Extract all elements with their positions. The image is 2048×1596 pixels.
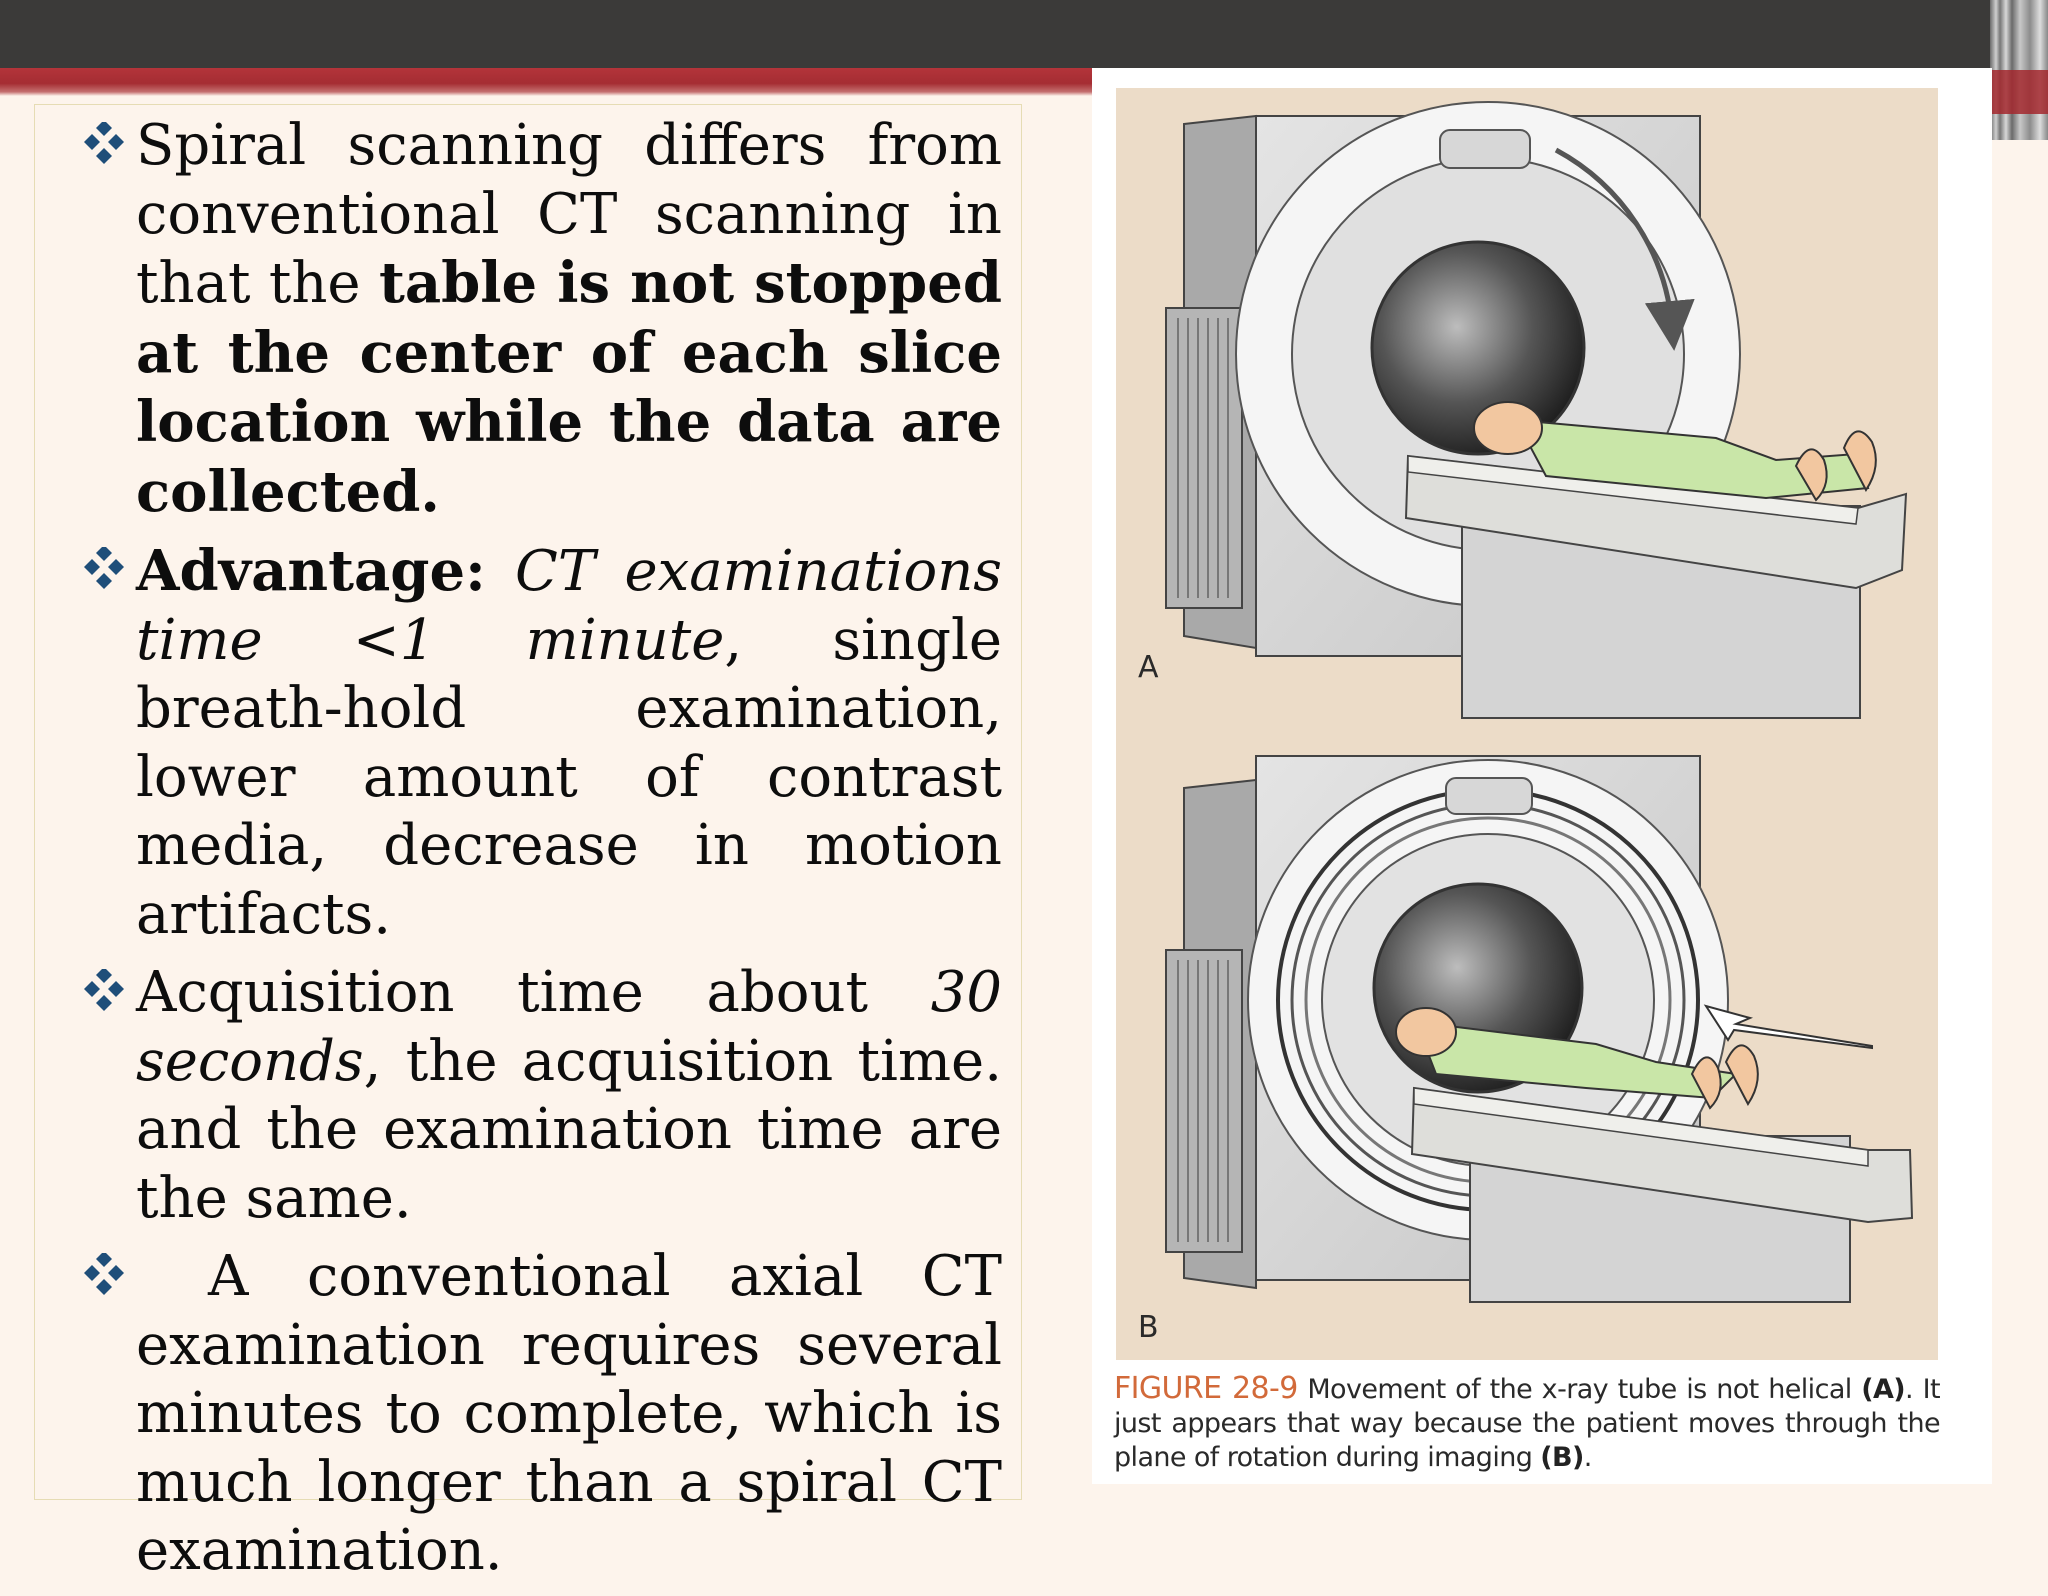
scanner-panel-b [1166,756,1912,1302]
bullet-text [136,1243,1002,1586]
bullet-item [80,112,1002,527]
bullet-text-run: Advantage: [136,538,486,604]
four-diamond-bullet-icon [82,969,126,1013]
bullet-text-run: , the acquisition time. and the examination time are the same. [136,1028,1002,1231]
bullet-text-run: Spiral scanning differs from conventional CT scanning in that the [136,113,1002,316]
bullet-text [136,112,1002,527]
caption-text-3: . [1583,1442,1592,1473]
bullet-text-run: A conventional axial CT examination requires several minutes to complete, which is much longer than a spiral CT examination. [136,1244,1002,1583]
figure-label-a: A [1138,650,1159,685]
bullet-item [80,1243,1002,1586]
bullet-text-run: CT examinations time <1 minute [136,539,1002,673]
caption-text-1: Movement of the x-ray tube is not helical [1297,1374,1862,1405]
bullet-item [80,959,1002,1233]
slide-corner-accent [1990,70,2048,114]
caption-text-2: . It just appears that way because the patient moves through the plane of rotation during imaging [1114,1374,1940,1473]
bullet-text-run: Acquisition time about [136,960,931,1025]
four-diamond-bullet-icon [82,1253,126,1297]
bullet-text-run: 30 seconds [136,960,1002,1094]
slide-accent-bar [0,68,1092,96]
bullet-item [80,537,1002,949]
four-diamond-bullet-icon [82,547,126,591]
bullet-text-run: , single breath-hold examination, lower amount of contrast media, decrease in motion artifacts. [136,607,1002,947]
caption-ref-b: (B) [1540,1442,1584,1473]
caption-ref-a: (A) [1861,1374,1906,1405]
figure-number: FIGURE 28-9 [1114,1371,1298,1406]
bullet-list [80,112,1002,1596]
four-diamond-bullet-icon [82,122,126,166]
bullet-text [136,537,1002,949]
figure-caption [1114,1372,1940,1475]
bullet-text-run: table is not stopped at the center of each slice location while the data are collected. [136,250,1002,525]
bullet-text-run [486,539,515,604]
scanner-panel-a [1166,102,1906,718]
ct-scanner-illustration [1116,88,1938,1360]
bullet-text [136,959,1002,1233]
slide-top-bar [0,0,2048,68]
figure-label-b: B [1138,1310,1159,1345]
